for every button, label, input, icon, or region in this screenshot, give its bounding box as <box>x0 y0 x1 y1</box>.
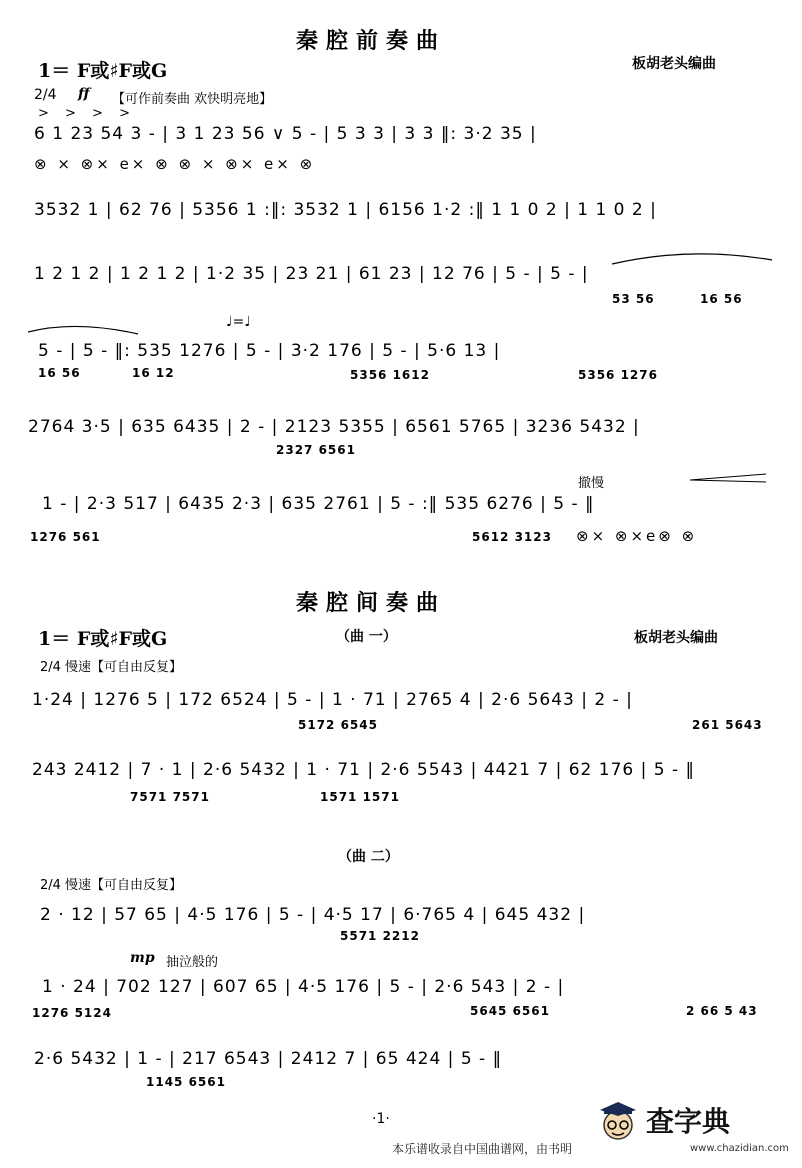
piece2-qu1-lower-b: 261 5643 <box>692 718 763 732</box>
piece1-percussion-row-6: ⊗× ⊗×e⊗ ⊗ <box>576 527 698 545</box>
piece2-qu2-lower-c: 5645 6561 <box>470 1004 550 1018</box>
piece2-qu1-lower-d: 1571 1571 <box>320 790 400 804</box>
piece1-lower-6a: 1276 561 <box>30 530 101 544</box>
piece2-qu1-lower-c: 7571 7571 <box>130 790 210 804</box>
piece2-qu2-lower-b: 1276 5124 <box>32 1006 112 1020</box>
piece1-slur-row3 <box>610 250 775 266</box>
piece2-subtitle-1: （曲 一） <box>336 629 397 645</box>
piece2-qu2-row-2: 1 · 24 | 702 127 | 607 65 | 4·5 176 | 5 - | 2·6 543 | 2 - | <box>42 977 565 997</box>
piece1-row-1: 6 1 23 54 3 - | 3 1 23 56 ∨ 5 - | 5 3 3 | 3 3 ‖: 3·2 35 | <box>34 124 537 144</box>
piece1-row-3: 1 2 1 2 | 1 2 1 2 | 1·2 35 | 23 21 | 61 23 | 12 76 | 5 - | 5 - | <box>34 264 589 284</box>
piece2-title: 秦腔间奏曲 <box>296 590 447 616</box>
piece1-lower-5a: 2327 6561 <box>276 443 356 457</box>
piece1-row-2: 3532 1 | 62 76 | 5356 1 :‖: 3532 1 | 6156 1·2 :‖ 1 1 0 2 | 1 1 0 2 | <box>34 200 657 220</box>
piece1-row-5: 2764 3·5 | 635 6435 | 2 - | 2123 5355 | 6561 5765 | 3236 5432 | <box>28 417 640 437</box>
piece1-lower-6b: 5612 3123 <box>472 530 552 544</box>
watermark-logo-text: 查字典 <box>646 1105 731 1138</box>
piece1-row-4: 5 - | 5 - ‖: 535 1276 | 5 - | 3·2 176 | 5 - | 5·6 13 | <box>38 341 501 361</box>
piece1-lower-4c: 5356 1612 <box>350 368 430 382</box>
piece2-qu2-lower-d: 2 66 5 43 <box>686 1004 758 1018</box>
piece2-qu2-lower-a: 5571 2212 <box>340 929 420 943</box>
piece1-performance-note: 【可作前奏曲 欢快明亮地】 <box>112 92 273 107</box>
piece2-qu2-row-3: 2·6 5432 | 1 - | 217 6543 | 2412 7 | 65 424 | 5 - ‖ <box>34 1049 503 1069</box>
piece2-qu2-row-1: 2 · 12 | 57 65 | 4·5 176 | 5 - | 4·5 17 | 6·765 4 | 645 432 | <box>40 905 586 925</box>
piece2-qu1-lower-a: 5172 6545 <box>298 718 378 732</box>
piece1-percussion-row-1: ⊗ × ⊗× e× ⊗ ⊗ × ⊗× e× ⊗ <box>34 155 316 173</box>
piece1-lower-4b: 16 12 <box>132 366 175 380</box>
piece1-composer: 板胡老头编曲 <box>632 56 716 72</box>
piece1-tempo-equivalence: ♩=♩ <box>226 314 251 330</box>
piece2-qu1-row-1: 1·24 | 1276 5 | 172 6524 | 5 - | 1 · 71 | 2765 4 | 2·6 5643 | 2 - | <box>32 690 633 710</box>
piece2-qu1-row-2: 243 2412 | 7 · 1 | 2·6 5432 | 1 · 71 | 2·6 5543 | 4421 7 | 62 176 | 5 - ‖ <box>32 760 695 780</box>
piece1-key-signature: 1＝ F或♯F或G <box>38 60 168 82</box>
piece1-lower-4a: 16 56 <box>38 366 81 380</box>
piece1-time-signature: 2/4 <box>34 87 57 103</box>
piece2-meta-2: 2/4 慢速【可自由反复】 <box>40 878 183 893</box>
piece1-lower-4d: 5356 1276 <box>578 368 658 382</box>
mascot-logo-icon <box>596 1100 640 1144</box>
piece2-expression-note: 抽泣般的 <box>166 955 219 970</box>
watermark-url: www.chazidian.com <box>690 1143 789 1154</box>
piece2-composer: 板胡老头编曲 <box>634 630 718 646</box>
piece1-accent-marks: > > > > <box>38 106 136 121</box>
piece1-slur-row4 <box>26 322 141 338</box>
piece1-row-6: 1 - | 2·3 517 | 6435 2·3 | 635 2761 | 5 - :‖ 535 6276 | 5 - ‖ <box>42 494 595 514</box>
piece2-qu2-lower-e: 1145 6561 <box>146 1075 226 1089</box>
piece1-title: 秦腔前奏曲 <box>296 28 447 54</box>
piece1-slow-down-mark: 撤慢 <box>578 476 605 491</box>
piece2-meta-1: 2/4 慢速【可自由反复】 <box>40 660 183 675</box>
piece2-key-signature: 1＝ F或♯F或G <box>38 628 168 650</box>
piece1-dynamic: ff <box>78 86 90 102</box>
piece2-dynamic: mp <box>130 950 155 966</box>
piece1-decrescendo <box>688 470 770 484</box>
piece1-lower-3b: 16 56 <box>700 292 743 306</box>
source-credit: 本乐谱收录自中国曲谱网，由书明 <box>392 1142 573 1156</box>
piece1-lower-3a: 53 56 <box>612 292 655 306</box>
piece2-subtitle-2: （曲 二） <box>338 849 399 865</box>
page-number: ·1· <box>372 1111 390 1127</box>
